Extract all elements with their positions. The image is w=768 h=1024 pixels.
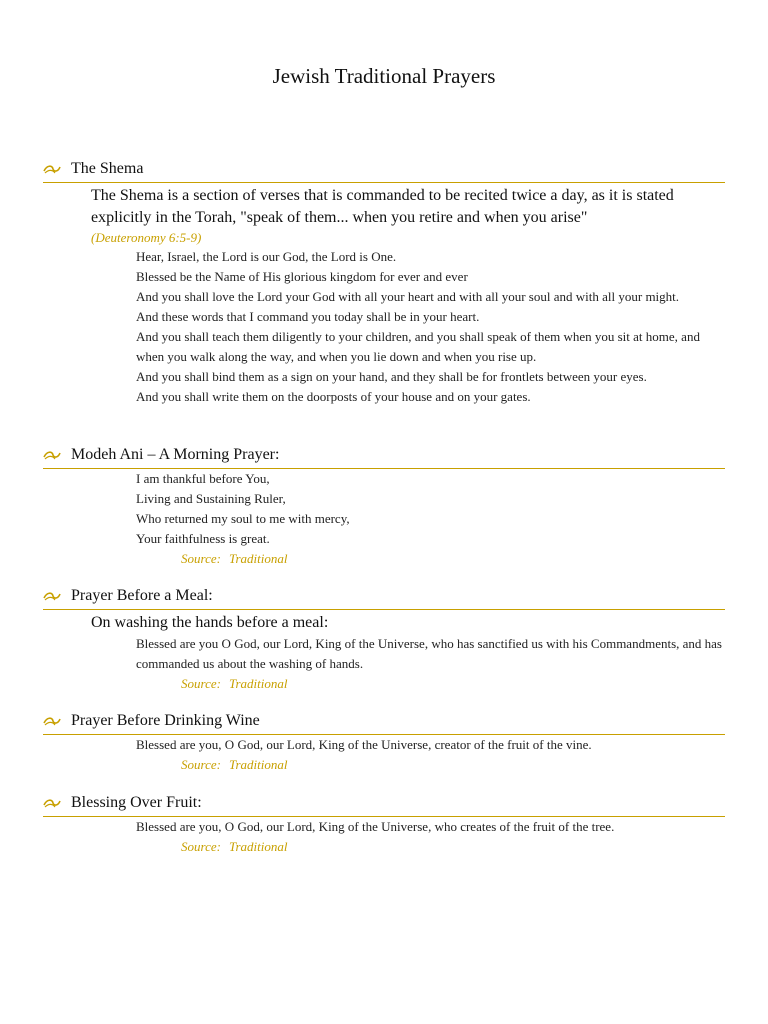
prayer-line: Living and Sustaining Ruler, xyxy=(136,491,286,506)
section-header xyxy=(43,158,725,183)
source-label: Source: xyxy=(181,676,221,691)
section-title: The Shema xyxy=(71,160,144,177)
prayer-text xyxy=(136,735,725,755)
prayer-line: Blessed are you O God, our Lord, King of the Universe, who has sanctified us with his Commandments, and has commanded us about the washing of hands. xyxy=(136,636,722,671)
source-note xyxy=(181,674,725,694)
curved-swirl-icon xyxy=(43,590,61,602)
prayer-line: Hear, Israel, the Lord is our God, the Lord is One. xyxy=(136,249,397,264)
section-title: Prayer Before Drinking Wine xyxy=(71,712,260,729)
curved-swirl-icon xyxy=(43,163,61,175)
section-modeh-ani xyxy=(43,444,725,569)
prayer-line: Who returned my soul to me with mercy, xyxy=(136,511,350,526)
section-header xyxy=(43,585,725,610)
source-note xyxy=(181,837,725,857)
source-label: Source: xyxy=(181,757,221,772)
source-note xyxy=(181,549,725,569)
curved-swirl-icon xyxy=(43,715,61,727)
source-label: Source: xyxy=(181,839,221,854)
prayer-line: And these words that I command you today shall be in your heart. xyxy=(136,309,480,324)
prayer-text xyxy=(136,469,725,549)
section-title: Prayer Before a Meal: xyxy=(71,587,213,604)
section-title: Blessing Over Fruit: xyxy=(71,794,202,811)
source-value: Traditional xyxy=(228,551,288,566)
prayer-line: Blessed be the Name of His glorious kingdom for ever and ever xyxy=(136,269,468,284)
prayer-text xyxy=(136,634,725,674)
page-title: Jewish Traditional Prayers xyxy=(272,64,496,88)
source-note xyxy=(181,755,725,775)
section-shema xyxy=(43,158,725,407)
section-title: Modeh Ani – A Morning Prayer: xyxy=(71,446,280,463)
prayer-text xyxy=(136,817,725,837)
prayer-line: And you shall write them on the doorposts of your house and on your gates. xyxy=(136,389,531,404)
prayer-line: And you shall bind them as a sign on your hand, and they shall be for frontlets between your eyes. xyxy=(136,369,647,384)
section-prayer-before-meal xyxy=(43,585,725,694)
prayer-line: And you shall teach them diligently to your children, and you shall speak of them when you sit at home, and when you walk along the way, and when you lie down and when you rise up. xyxy=(136,329,700,364)
section-prayer-before-wine xyxy=(43,710,725,775)
source-label: Source: xyxy=(181,551,221,566)
source-value: Traditional xyxy=(228,839,288,854)
citation: (Deuteronomy 6:5-9) xyxy=(91,230,202,245)
prayer-line: I am thankful before You, xyxy=(136,471,270,486)
prayer-line: Blessed are you, O God, our Lord, King of the Universe, creator of the fruit of the vine. xyxy=(136,737,592,752)
source-value: Traditional xyxy=(228,757,288,772)
section-header xyxy=(43,792,725,817)
prayer-line: Your faithfulness is great. xyxy=(136,531,270,546)
section-blessing-over-fruit xyxy=(43,792,725,857)
section-subheading: On washing the hands before a meal: xyxy=(91,614,329,631)
prayer-line: And you shall love the Lord your God with all your heart and with all your soul and with all your might. xyxy=(136,289,680,304)
prayer-line: Blessed are you, O God, our Lord, King of the Universe, who creates of the fruit of the tree. xyxy=(136,819,615,834)
source-value: Traditional xyxy=(228,676,288,691)
curved-swirl-icon xyxy=(43,797,61,809)
section-header xyxy=(43,444,725,469)
section-subheading: The Shema is a section of verses that is commanded to be recited twice a day, as it is stated explicitly in the Torah, "speak of them... when you retire and when you arise" xyxy=(91,187,674,226)
section-header xyxy=(43,710,725,735)
prayer-text xyxy=(136,247,725,407)
curved-swirl-icon xyxy=(43,449,61,461)
